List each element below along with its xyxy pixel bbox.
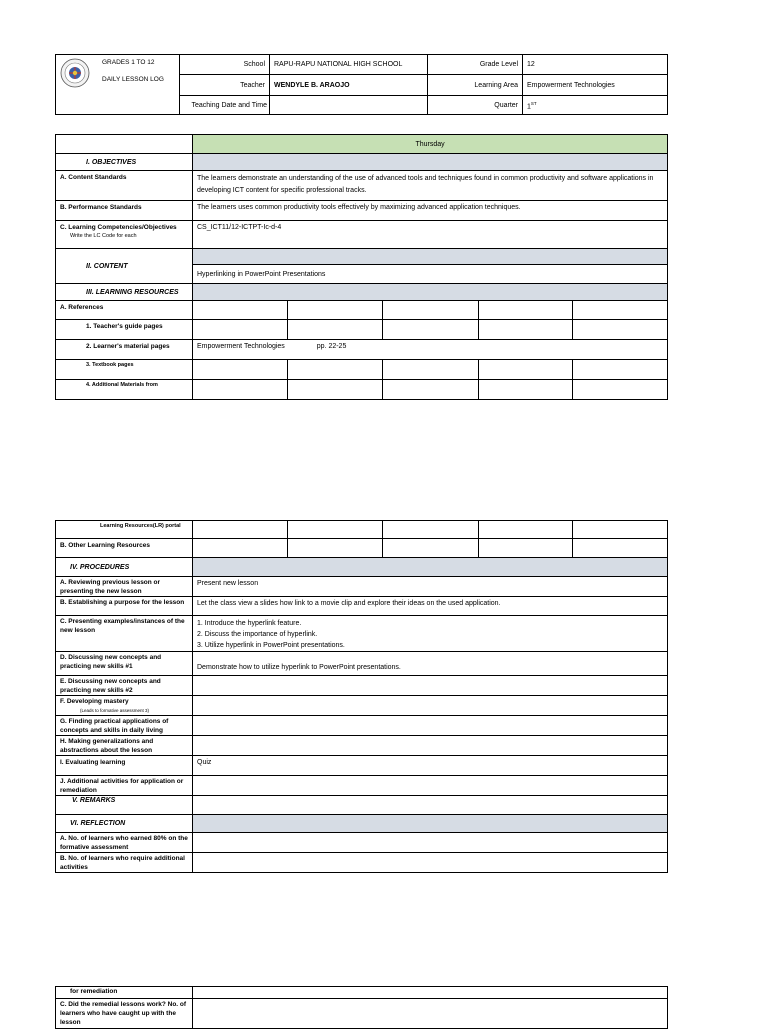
procedure-d-value: Demonstrate how to utilize hyperlink to PowerPoint presentations. [193,652,668,676]
teachers-guide-label: 1. Teacher's guide pages [56,320,193,340]
school-value: RAPU-RAPU NATIONAL HIGH SCHOOL [270,55,428,75]
reflection-band [193,815,668,833]
cell [383,380,479,400]
procedure-b-label: B. Establishing a purpose for the lesson [56,597,193,616]
performance-standards-value: The learners uses common productivity tools effectively by maximizing advanced application techniques. [193,201,668,221]
learners-material-title: Empowerment Technologies [197,343,285,350]
reflection-b-cont: for remediation [56,987,193,999]
grade-label: Grade Level [428,55,523,75]
cell [383,320,479,340]
cell [573,521,668,539]
competencies-label [56,221,193,249]
reflection-a-label: A. No. of learners who earned 80% on the formative assessment [56,833,193,853]
performance-standards-label: B. Performance Standards [56,201,193,221]
cell [193,320,288,340]
cell [573,539,668,558]
cell [288,380,383,400]
reflection-b-label: B. No. of learners who require additional activities [56,853,193,873]
cell [193,987,668,999]
reflection-c-value [193,999,668,1029]
section-remarks: V. REMARKS [56,796,193,815]
cell [573,360,668,380]
procedure-c-label: C. Presenting examples/instances of the new lesson [56,616,193,652]
corner-cell [56,135,193,154]
cell [193,380,288,400]
quarter-number: 1 [527,103,531,111]
cell [573,380,668,400]
procedure-f-label [56,696,193,716]
content-standards-label: A. Content Standards [56,171,193,201]
procedure-j-label: J. Additional activities for application or remediation [56,776,193,796]
procedure-i-value: Quiz [193,756,668,776]
procedure-e-value [193,676,668,696]
learners-material-value [193,340,668,360]
cell [573,320,668,340]
area-label: Learning Area [428,75,523,96]
procedure-e-label: E. Discussing new concepts and practicing new skills #2 [56,676,193,696]
lesson-table-part2 [55,520,668,873]
content-standards-value: The learners demonstrate an understanding of the use of advanced tools and techniques found in common productivity and software applications in developing ICT content for specific professional tracks. [193,171,668,201]
header-line1: GRADES 1 TO 12 [102,59,155,66]
section-resources: III. LEARNING RESOURCES [56,284,193,301]
reflection-a-value [193,833,668,853]
lr-portal-label: Learning Resources(LR) portal [56,521,193,539]
procedure-b-value: Let the class view a slides how link to a movie clip and explore their ideas on the used application. [193,597,668,616]
teacher-label: Teacher [180,75,270,96]
procedure-c-line: 3. Utilize hyperlink in PowerPoint presentations. [197,642,345,649]
procedure-h-value [193,736,668,756]
teacher-value: WENDYLE B. ARAOJO [270,75,428,96]
procedure-a-value: Present new lesson [193,577,668,597]
references-label: A. References [56,301,193,320]
cell [479,320,573,340]
cell [479,521,573,539]
procedure-g-value [193,716,668,736]
procedure-g-label: G. Finding practical applications of concepts and skills in daily living [56,716,193,736]
cell [479,301,573,320]
procedure-f-value [193,696,668,716]
additional-materials-label: 4. Additional Materials from [56,380,193,400]
cell [193,360,288,380]
section-procedures: IV. PROCEDURES [56,558,193,577]
quarter-value [523,96,668,115]
quarter-suffix: ST [530,100,537,106]
date-value [270,96,428,115]
learners-material-pages: pp. 22-25 [316,343,347,350]
procedure-f-sub: (Leads to formative assessment 3) [80,708,150,713]
remarks-value [193,796,668,815]
procedure-h-label: H. Making generalizations and abstractions about the lesson [56,736,193,756]
other-resources-label: B. Other Learning Resources [56,539,193,558]
learners-material-label: 2. Learner's material pages [56,340,193,360]
date-label: Teaching Date and Time [180,96,270,115]
header-line2: DAILY LESSON LOG [102,76,164,83]
reflection-b-value [193,853,668,873]
cell [383,360,479,380]
procedure-j-value [193,776,668,796]
cell [193,301,288,320]
textbook-label: 3. Textbook pages [56,360,193,380]
procedure-c-line: 1. Introduce the hyperlink feature. [197,620,302,627]
header-table [55,54,668,115]
cell [288,301,383,320]
cell [288,320,383,340]
cell [288,360,383,380]
day-header: Thursday [193,135,668,154]
cell [479,539,573,558]
section-reflection: VI. REFLECTION [56,815,193,833]
procedure-c-line: 2. Discuss the importance of hyperlink. [197,631,318,638]
cell [288,539,383,558]
content-band [193,249,668,265]
lesson-table-part3 [55,986,668,1029]
cell [383,301,479,320]
cell [573,301,668,320]
competencies-sub: Write the LC Code for each [70,233,137,239]
procedure-d-label: D. Discussing new concepts and practicing new skills #1 [56,652,193,676]
cell [479,380,573,400]
area-value: Empowerment Technologies [523,75,668,96]
resources-band [193,284,668,301]
header-logo-cell [56,55,180,115]
content-value: Hyperlinking in PowerPoint Presentations [193,265,668,284]
cell [479,360,573,380]
procedure-i-label: I. Evaluating learning [56,756,193,776]
grade-value: 12 [523,55,668,75]
competencies-value: CS_ICT11/12-ICTPT-Ic-d-4 [193,221,668,249]
competencies-title: C. Learning Competencies/Objectives [60,224,177,231]
procedure-a-label: A. Reviewing previous lesson or presenting the new lesson [56,577,193,597]
procedure-f-title: F. Developing mastery [60,698,129,705]
cell [193,521,288,539]
school-label: School [180,55,270,75]
reflection-c-label: C. Did the remedial lessons work? No. of learners who have caught up with the lesson [56,999,193,1029]
quarter-label: Quarter [428,96,523,115]
section-objectives: I. OBJECTIVES [56,154,193,171]
cell [383,539,479,558]
objectives-band [193,154,668,171]
section-content: II. CONTENT [56,249,193,284]
procedure-c-value [193,616,668,652]
cell [383,521,479,539]
procedures-band [193,558,668,577]
lesson-table-part1 [55,134,668,400]
cell [193,539,288,558]
cell [288,521,383,539]
